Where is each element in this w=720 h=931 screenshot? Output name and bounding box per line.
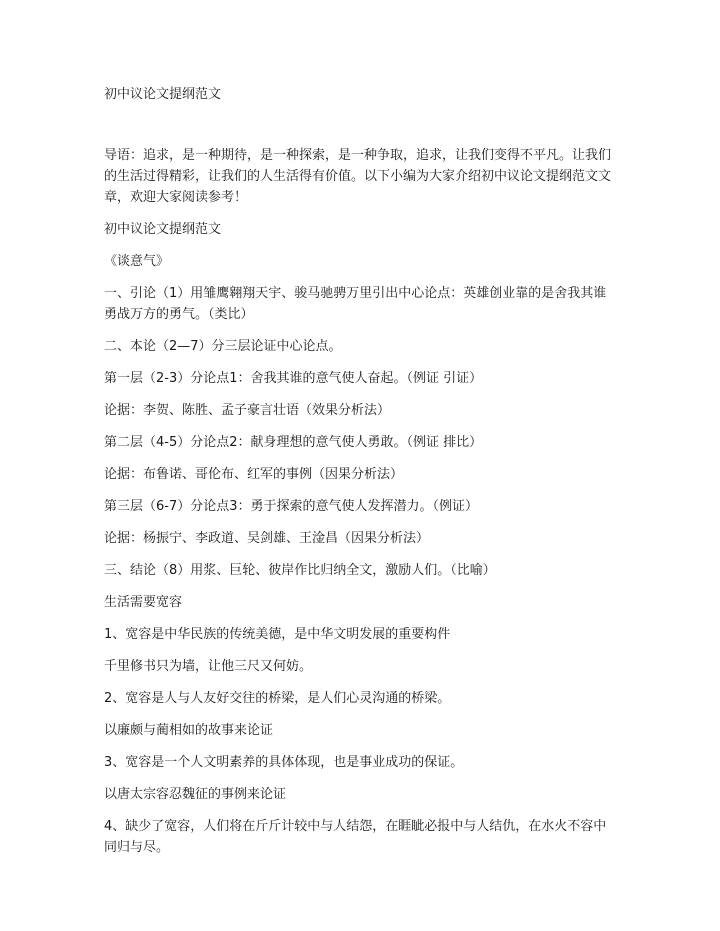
paragraph-point-1: 1、宽容是中华民族的传统美德，是中华文明发展的重要构件	[104, 627, 451, 642]
document-body	[104, 145, 616, 869]
document-title: 初中议论文提纲范文	[104, 87, 222, 102]
paragraph-heading: 初中议论文提纲范文	[104, 222, 222, 237]
paragraph-evidence-2: 论据：布鲁诺、哥伦布、红军的事例（因果分析法）	[104, 467, 404, 482]
paragraph-point-2: 2、宽容是人与人友好交往的桥梁，是人们心灵沟通的桥梁。	[104, 691, 451, 706]
paragraph-intro: 导语：追求，是一种期待，是一种探索，是一种争取，追求，让我们变得不平凡。让我们的生活过得精彩，让我们的人生活得有价值。以下小编为大家介绍初中议论文提纲范文文章，欢迎大家阅读参考！	[104, 148, 612, 205]
paragraph-introduction: 一、引论（1）用雏鹰翱翔天宇、骏马驰骋万里引出中心论点：英雄创业靠的是舍我其谁勇战万方的勇气。（类比）	[104, 286, 607, 322]
paragraph-point-4: 4、缺少了宽容，人们将在斤斤计较中与人结怨，在睚眦必报中与人结仇，在水火不容中同归与尽。	[104, 819, 607, 855]
paragraph-point-2-support: 以廉颇与蔺相如的故事来论证	[104, 723, 274, 738]
paragraph-essay-title: 《谈意气》	[104, 254, 170, 269]
paragraph-evidence-1: 论据：李贺、陈胜、孟子豪言壮语（效果分析法）	[104, 403, 391, 418]
paragraph-layer-3: 第三层（6-7）分论点3：勇于探索的意气使人发挥潜力。（例证）	[104, 499, 479, 514]
paragraph-conclusion: 三、结论（8）用浆、巨轮、彼岸作比归纳全文，激励人们。（比喻）	[104, 563, 496, 578]
paragraph-second-essay-title: 生活需要宽容	[104, 595, 183, 610]
paragraph-layer-2: 第二层（4-5）分论点2：献身理想的意气使人勇敢。（例证 排比）	[104, 435, 483, 450]
paragraph-point-1-support: 千里修书只为墙，让他三尺又何妨。	[104, 659, 313, 674]
paragraph-point-3-support: 以唐太宗容忍魏征的事例来论证	[104, 787, 287, 802]
paragraph-evidence-3: 论据：杨振宁、李政道、吴剑雄、王淦昌（因果分析法）	[104, 531, 430, 546]
paragraph-body: 二、本论（2—7）分三层论证中心论点。	[104, 339, 342, 354]
paragraph-layer-1: 第一层（2-3）分论点1：舍我其谁的意气使人奋起。（例证 引证）	[104, 371, 483, 386]
paragraph-point-3: 3、宽容是一个人文明素养的具体体现，也是事业成功的保证。	[104, 755, 464, 770]
